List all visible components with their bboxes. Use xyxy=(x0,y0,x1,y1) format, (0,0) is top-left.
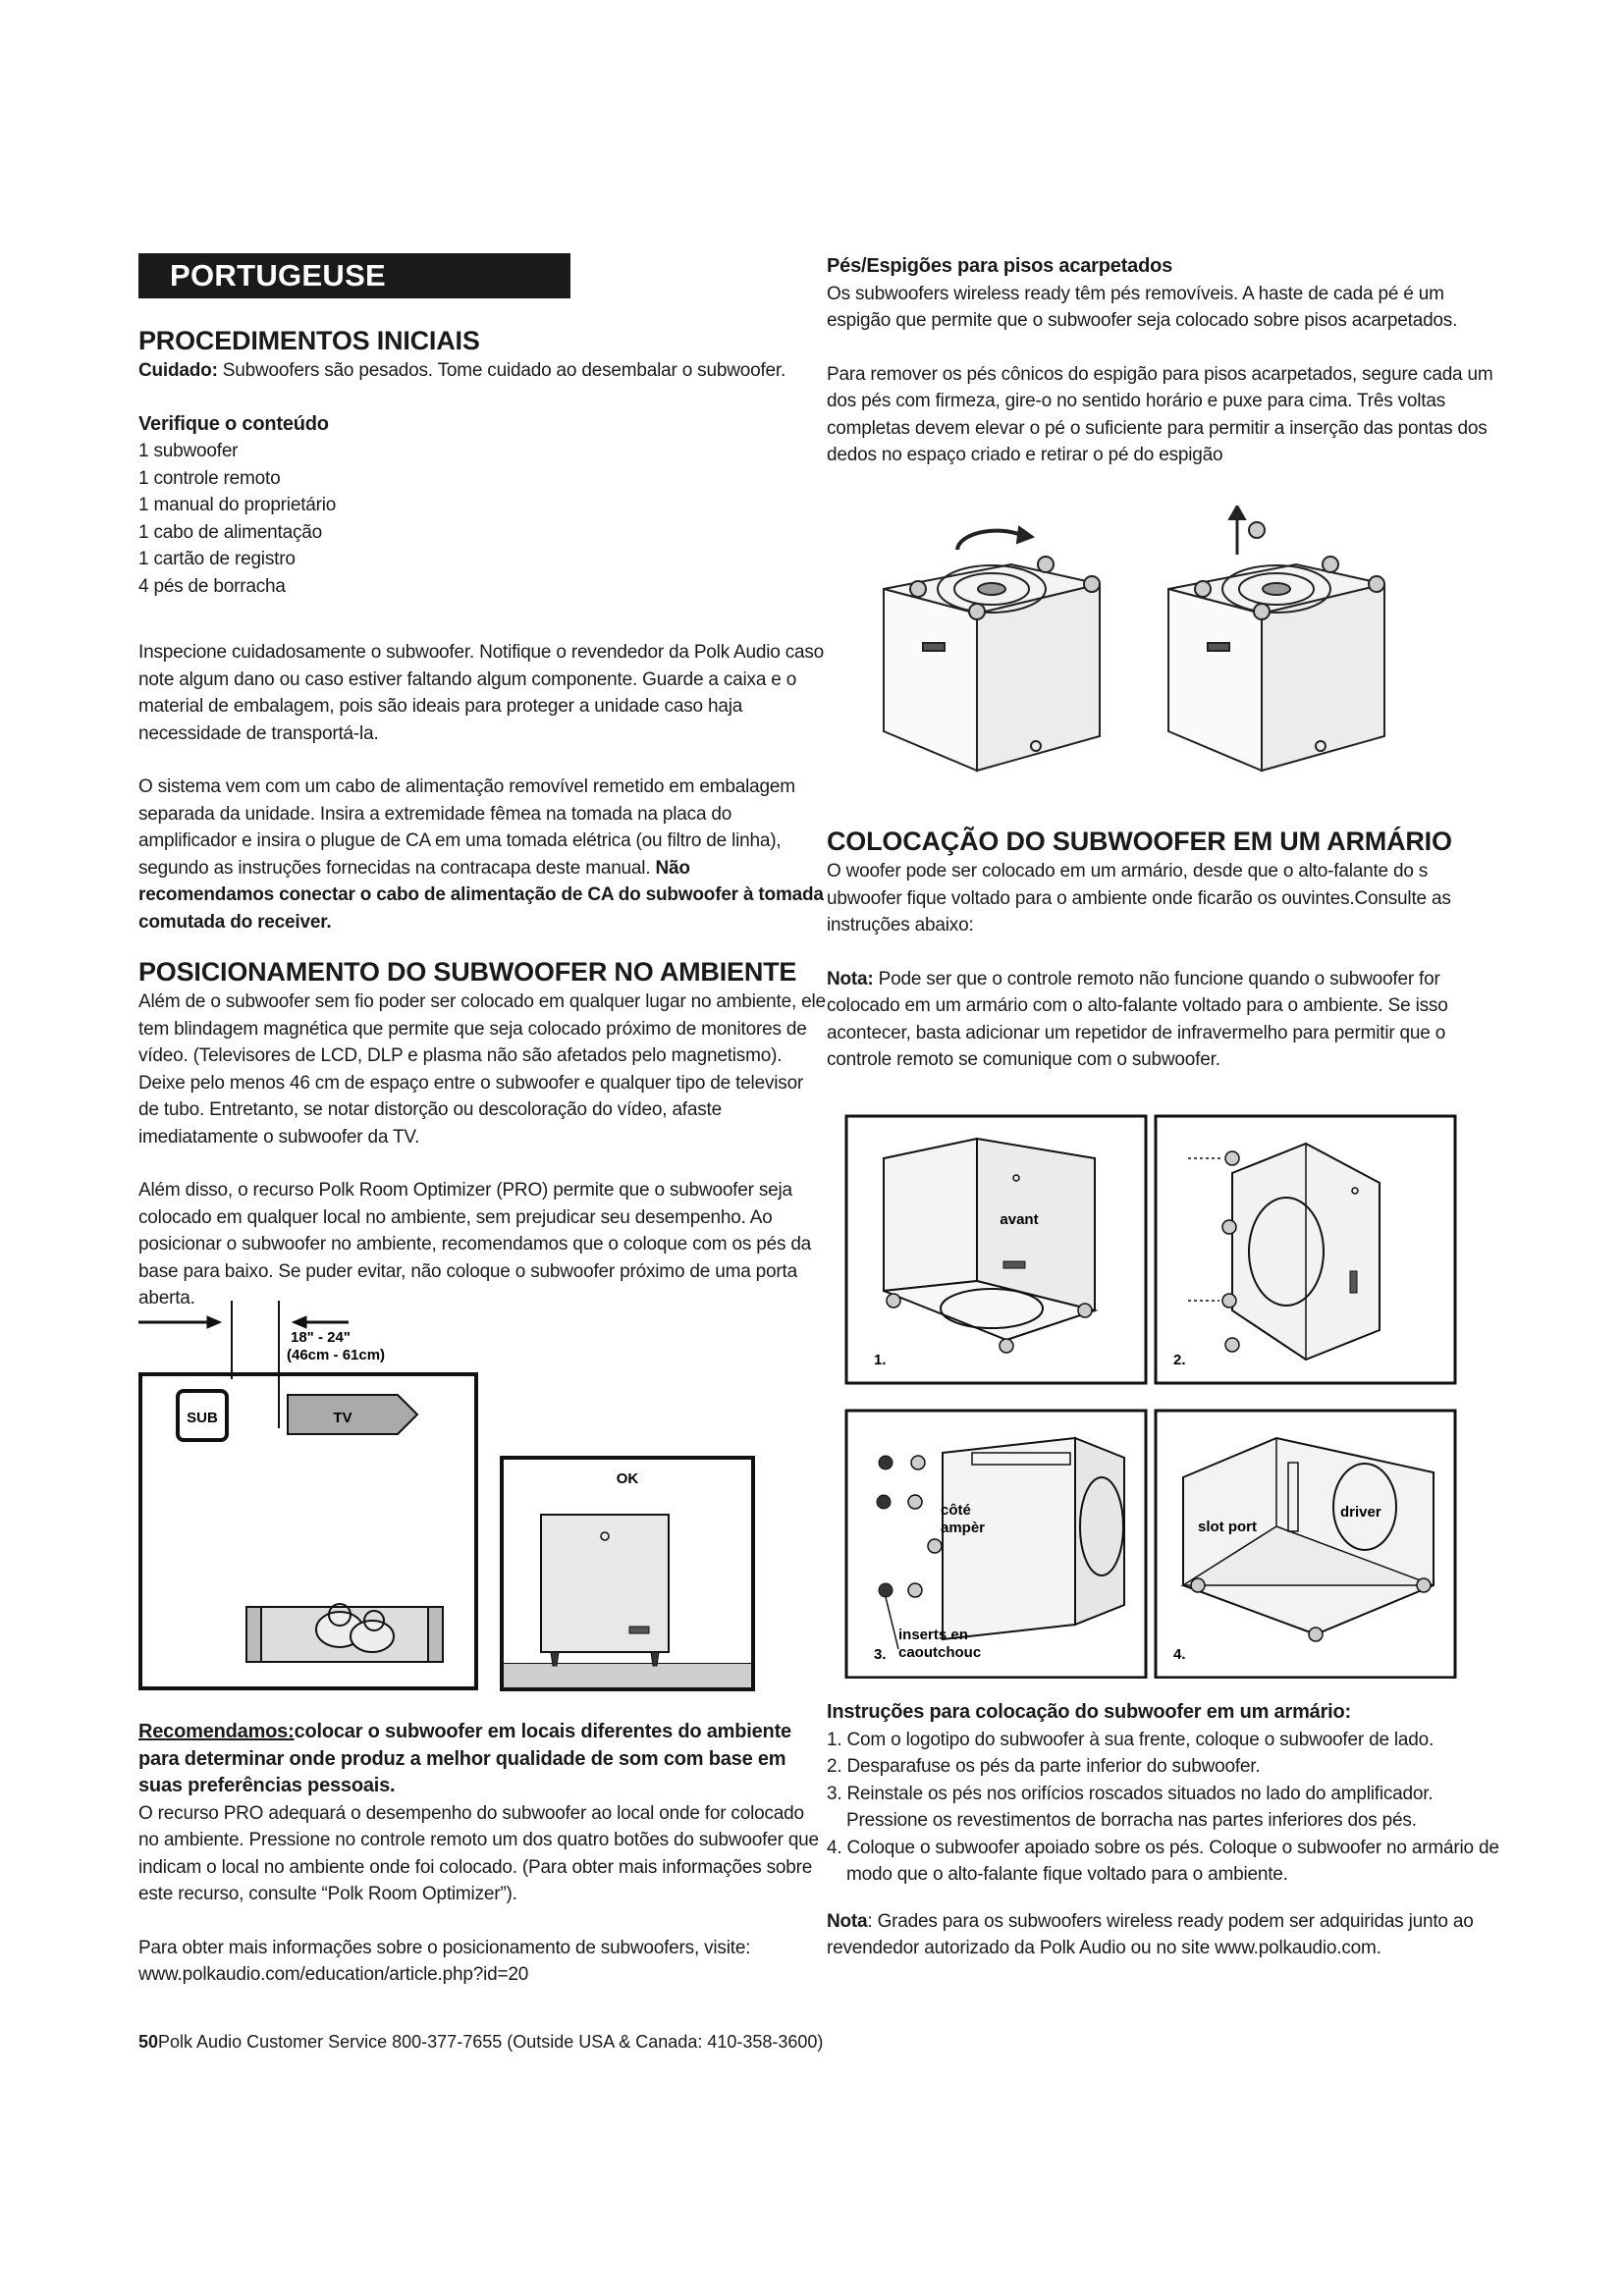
left-column xyxy=(138,253,826,1312)
power-warning: Não recomendamos conectar o cabo de alimentação de CA do subwoofer à tomada comutada do receiver. xyxy=(138,857,824,933)
pro-paragraph: Além disso, o recurso Polk Room Optimizer (PRO) permite que o subwoofer seja colocado em qualquer local no ambiente, sem prejudicar seu desempenho. Ao posicionar o subwoofer no ambiente, recomendamos que o coloque com os pés da base para baixo. Se puder evitar, não coloque o subwoofer próximo de uma porta aberta. xyxy=(138,1180,812,1308)
distance-label: 18" - 24" xyxy=(291,1329,351,1346)
contents-title: Verifique o conteúdo xyxy=(138,412,329,435)
panel-4-driver-label: driver xyxy=(1340,1504,1381,1521)
sub-label: SUB xyxy=(187,1410,218,1426)
right-middle-column xyxy=(827,825,1506,1074)
panel-1-number: 1. xyxy=(874,1352,887,1368)
caution-paragraph xyxy=(138,357,826,385)
cabinet-steps-illustration xyxy=(844,1114,1492,1679)
pro-adjust-paragraph: O recurso PRO adequará o desempenho do subwoofer ao local onde for colocado no ambiente. Pressione no controle remoto um dos quatro botões do subwoofer que indicam o local no ambiente onde foi colocado. (Para obter mais informações sobre este recurso, consulte “Polk Room Optimizer”). xyxy=(138,1802,819,1904)
instruction-step: 4. Coloque o subwoofer apoiado sobre os pés. Coloque o subwoofer no armário de modo que o alto-falante fique voltado para o ambiente. xyxy=(827,1837,1499,1885)
feet-removal-illustration xyxy=(864,506,1414,790)
panel-3-side-label: côté xyxy=(941,1502,971,1519)
contents-item: 4 pés de borracha xyxy=(138,575,286,597)
remove-feet-paragraph: Para remover os pés cônicos do espigão para pisos acarpetados, segure cada um dos pés com firmeza, gire-o no sentido horário e puxe para cima. Três voltas completas devem elevar o pé o suficiente para permitir a inserção das pontas dos dedos no espaço criado e retirar o pé do espigão xyxy=(827,363,1493,465)
distance-metric-label: (46cm - 61cm) xyxy=(287,1347,386,1363)
heading-cabinet: COLOCAÇÃO DO SUBWOOFER EM UM ARMÁRIO xyxy=(827,827,1452,856)
caution-label: Cuidado: xyxy=(138,360,218,381)
power-text: O sistema vem com um cabo de alimentação removível remetido em embalagem separada da unidade. Insira a extremidade fêmea na tomada na placa do amplificador e insira o plugue de CA em uma tomada elétrica (ou filtro de linha), segundo as instruções fornecidas na contracapa deste manual. xyxy=(138,776,795,879)
contents-item: 1 cartão de registro xyxy=(138,549,296,569)
recommend-paragraph xyxy=(138,1719,826,1800)
contents-item: 1 cabo de alimentação xyxy=(138,521,322,543)
note2-label: Nota xyxy=(827,1910,868,1932)
instruction-step: 1. Com o logotipo do subwoofer à sua frente, coloque o subwoofer de lado. xyxy=(827,1729,1435,1750)
right-lower-column xyxy=(827,1699,1506,1962)
panel-4-slot-label: slot port xyxy=(1198,1519,1257,1535)
instructions-title: Instruções para colocação do subwoofer em um armário: xyxy=(827,1701,1351,1723)
panel-3-number: 3. xyxy=(874,1646,887,1663)
power-paragraph xyxy=(138,774,826,935)
contents-item: 1 manual do proprietário xyxy=(138,495,337,515)
tv-label: TV xyxy=(333,1410,352,1426)
instruction-step: 3. Reinstale os pés nos orifícios roscados situados no lado do amplificador. Pressione os revestimentos de borracha nas partes inferiores dos pés. xyxy=(827,1783,1434,1831)
cabinet-paragraph: O woofer pode ser colocado em um armário, desde que o alto-falante do s ubwoofer fique voltado para o ambiente onde ficarão os ouvintes.Consulte as instruções abaixo: xyxy=(827,861,1451,935)
page-footer xyxy=(138,2032,823,2053)
right-column xyxy=(827,253,1506,469)
recommend-text: colocar o subwoofer em locais diferentes do ambiente para determinar onde produz a melhor qualidade de som com base em suas preferências pessoais. xyxy=(138,1721,791,1796)
inspect-paragraph: Inspecione cuidadosamente o subwoofer. Notifique o revendedor da Polk Audio caso note algum dano ou caso estiver faltando algum componente. Guarde a caixa e o material de embalagem, pois são ideais para proteger a unidade caso haja necessidade de transportá-la. xyxy=(138,642,825,744)
note-label: Nota: xyxy=(827,968,874,989)
panel-3-inserts-label: inserts en xyxy=(898,1627,968,1643)
room-placement-illustration xyxy=(138,1291,826,1703)
caution-text: Subwoofers são pesados. Tome cuidado ao desembalar o subwoofer. xyxy=(217,360,786,381)
room-placement-figure xyxy=(138,1291,826,1703)
subwoofer-right-drawing xyxy=(1168,506,1384,771)
placement-paragraph: Além de o subwoofer sem fio poder ser colocado em qualquer lugar no ambiente, ele tem blindagem magnética que permite que seja colocado próximo de monitores de vídeo. (Televisores de LCD, DLP e plasma não são afetados pelo magnetismo). Deixe pelo menos 46 cm de espaço entre o subwoofer e qualquer tipo de televisor de tubo. Entretanto, se notar distorção ou descoloração do vídeo, afaste imediatamente o subwoofer da TV. xyxy=(138,991,826,1148)
ok-label: OK xyxy=(616,1470,639,1487)
panel-3-amp-label: ampèr xyxy=(941,1520,986,1536)
page-number: 50 xyxy=(138,2032,159,2052)
panel-3-rubber-label: caoutchouc xyxy=(898,1644,982,1661)
panel-2-number: 2. xyxy=(1173,1352,1186,1368)
more-info-url: www.polkaudio.com/education/article.php?id=20 xyxy=(138,1964,529,1985)
recommend-label: Recomendamos: xyxy=(138,1721,295,1742)
footer-text: Polk Audio Customer Service 800-377-7655 (Outside USA & Canada: 410-358-3600) xyxy=(158,2032,824,2052)
contents-item: 1 subwoofer xyxy=(138,441,239,461)
feet-removal-figure xyxy=(864,506,1414,790)
panel-4-number: 4. xyxy=(1173,1646,1186,1663)
panel-1-label: avant xyxy=(1000,1211,1039,1228)
note2-text: : Grades para os subwoofers wireless ready podem ser adquiridas junto ao revendedor autorizado da Polk Audio ou no site www.polkaudio.com. xyxy=(827,1910,1474,1958)
instruction-step: 2. Desparafuse os pés da parte inferior do subwoofer. xyxy=(827,1756,1261,1777)
contents-item: 1 controle remoto xyxy=(138,467,281,489)
cabinet-steps-figure xyxy=(844,1114,1492,1679)
subwoofer-left-drawing xyxy=(884,527,1100,771)
heading-getting-started: PROCEDIMENTOS INICIAIS xyxy=(138,326,480,355)
feet-title: Pés/Espigões para pisos acarpetados xyxy=(827,255,1173,277)
note-paragraph xyxy=(827,966,1506,1074)
note-text: Pode ser que o controle remoto não funcione quando o subwoofer for colocado em um armário com o alto-falante voltado para o ambiente. Se isso acontecer, basta adicionar um repetidor de infravermelho para permitir que o controle remoto se comunique com o subwoofer. xyxy=(827,968,1448,1070)
instructions-list xyxy=(827,1727,1506,1889)
contents-list xyxy=(138,438,826,600)
note2-paragraph xyxy=(827,1908,1506,1962)
more-info-paragraph: Para obter mais informações sobre o posicionamento de subwoofers, visite: xyxy=(138,1937,751,1958)
language-banner: PORTUGEUSE xyxy=(138,253,570,298)
left-lower-column xyxy=(138,1719,826,1989)
heading-placement: POSICIONAMENTO DO SUBWOOFER NO AMBIENTE xyxy=(138,957,797,987)
feet-paragraph: Os subwoofers wireless ready têm pés removíveis. A haste de cada pé é um espigão que permite que o subwoofer seja colocado sobre pisos acarpetados. xyxy=(827,283,1458,331)
